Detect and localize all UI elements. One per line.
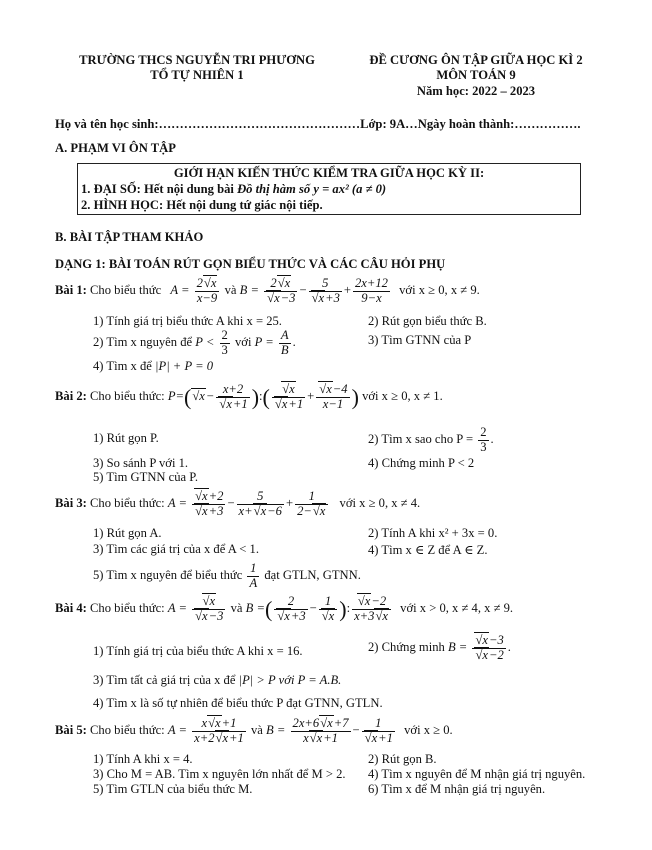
bai1-formula-a: $\frac{2√ x}{x-9}$ bbox=[195, 277, 220, 306]
bai3-q5: 5) Tìm x nguyên để biểu thức $\frac{1}{A}$ đạt GTLN, GTNN. bbox=[93, 561, 361, 590]
bai3-q1: 1) Rút gọn A. bbox=[93, 526, 162, 540]
bai1-q3-text: 2) Tìm x nguyên để bbox=[93, 335, 193, 350]
bai5-q4: 4) Tìm x nguyên để M nhận giá trị nguyên. bbox=[368, 767, 586, 781]
bai3-q4: 4) Tìm x ∈ Z để A ∈ Z. bbox=[368, 543, 488, 557]
bai1-label: Bài 1: bbox=[55, 283, 87, 298]
bai1-q5 bbox=[93, 359, 213, 374]
bai1-intro: Cho biểu thức bbox=[90, 283, 162, 298]
bai2-q2: 2) Tìm x sao cho P = $\frac{2}{3}$ . bbox=[368, 425, 494, 454]
bai3-q2: 2) Tính A khi x² + 3x = 0. bbox=[368, 526, 498, 540]
bai4-q3-text: 3) Tìm tất cả giá trị của x để bbox=[93, 673, 236, 687]
student-name-label: Họ và tên học sinh: bbox=[55, 117, 159, 131]
bai2-q5: 5) Tìm GTNN của P. bbox=[93, 470, 199, 484]
bai3-label: Bài 3: bbox=[55, 496, 87, 511]
bai2-label: Bài 2: bbox=[55, 389, 87, 404]
dang1-heading: DẠNG 1: BÀI TOÁN RÚT GỌN BIỂU THỨC VÀ CÁC CÂU HỎI PHỤ bbox=[55, 257, 446, 271]
bai5-intro: Cho biểu thức: bbox=[90, 723, 165, 738]
scope-box-algebra bbox=[81, 182, 386, 197]
algebra-topic: Đồ thị hàm số y = ax² (a ≠ 0) bbox=[237, 182, 387, 196]
bai1-q1: 1) Tính giá trị biểu thức A khi x = 25. bbox=[93, 314, 282, 328]
bai2-statement: Bài 2: Cho biểu thức: P=(√ x− x+2 √ x+1 ):( √ x √ x+1 + √ $\frac{x-4}{x-1}$ ) với x ≥ 0, x ≠ 1. bbox=[55, 383, 443, 412]
bai4-statement: Bài 4: Cho biểu thức: A = √ x √ x−3 và B =( 2 √ x+3 − 1 √ x ): √ $\frac{x-2}{x+3√ x}$ với x > 0, x ≠ 4, x ≠ 9. bbox=[55, 595, 513, 624]
scope-box-title: GIỚI HẠN KIẾN THỨC KIỂM TRA GIỮA HỌC KỲ II: bbox=[173, 166, 485, 180]
bai3-condition: với x ≥ 0, x ≠ 4. bbox=[339, 496, 421, 511]
bai4-and: và bbox=[230, 601, 243, 616]
group-name: TỔ TỰ NHIÊN 1 bbox=[150, 68, 244, 82]
bai2-q3: 3) So sánh P với 1. bbox=[93, 456, 189, 470]
bai2-q4: 4) Chứng minh P < 2 bbox=[368, 456, 475, 470]
bai1-q5-text: 4) Tìm x để bbox=[93, 359, 152, 373]
class-date-label: Lớp: 9A…Ngày hoàn thành: bbox=[360, 117, 515, 131]
student-info-line bbox=[55, 117, 580, 132]
date-blank: ……………. bbox=[514, 117, 581, 131]
bai4-q3 bbox=[93, 673, 341, 688]
section-b-heading: B. BÀI TẬP THAM KHẢO bbox=[55, 230, 204, 244]
bai4-q3-math: |P| > P với P = A.B. bbox=[238, 673, 342, 687]
bai1-statement: Bài 1: Cho biểu thức A = $\frac{2√ x}{x-9}$ và B = 2√ x √ x−3 − 5 √ x+3 + $\frac{2x+12}{9-x}$ với x ≥ 0, x ≠ 9. bbox=[55, 277, 480, 306]
subject-title: MÔN TOÁN 9 bbox=[436, 68, 516, 82]
school-name: TRƯỜNG THCS NGUYỄN TRI PHƯƠNG bbox=[79, 53, 315, 67]
bai1-q3: 2) Tìm x nguyên để P < $\frac{2}{3}$ với P = $\frac{A}{B}$ . bbox=[93, 328, 296, 357]
bai1-q5-math: |P| + P = 0 bbox=[155, 359, 214, 373]
bai3-intro: Cho biểu thức: bbox=[90, 496, 165, 511]
bai1-formula-b1: 2√ x √ x−3 bbox=[264, 277, 297, 306]
bai4-intro: Cho biểu thức: bbox=[90, 601, 165, 616]
bai2-intro: Cho biểu thức: bbox=[90, 389, 165, 404]
school-year: Năm học: 2022 – 2023 bbox=[416, 84, 536, 98]
scope-box-geometry: 2. HÌNH HỌC: Hết nội dung tứ giác nội tiếp. bbox=[81, 198, 323, 212]
bai5-q6: 6) Tìm x để M nhận giá trị nguyên. bbox=[368, 782, 546, 796]
document-title: ĐỀ CƯƠNG ÔN TẬP GIỮA HỌC KÌ 2 bbox=[369, 53, 583, 67]
student-name-blank: ………………………………………… bbox=[158, 117, 361, 131]
bai1-q3-with: với bbox=[234, 335, 252, 350]
bai4-q2: 2) Chứng minh B = √ x−3 √ x−2 . bbox=[368, 634, 511, 663]
bai5-q5: 5) Tìm GTLN của biểu thức M. bbox=[93, 782, 253, 796]
bai5-label: Bài 5: bbox=[55, 723, 87, 738]
bai5-statement: Bài 5: Cho biểu thức: A = $\frac{x√ x+1}{x+2√ x+1}$ và B = $\frac{2x+6√ x+7}{x√ x+1}$ − 1 √ x+1 với x ≥ 0. bbox=[55, 717, 453, 746]
bai1-q4: 3) Tìm GTNN của P bbox=[368, 333, 472, 347]
section-a-heading: A. PHẠM VI ÔN TẬP bbox=[55, 141, 176, 155]
bai5-condition: với x ≥ 0. bbox=[404, 723, 453, 738]
bai2-q2-text: 2) Tìm x sao cho P = bbox=[368, 432, 474, 447]
bai4-q1: 1) Tính giá trị của biểu thức A khi x = 16. bbox=[93, 644, 303, 658]
bai1-q2: 2) Rút gọn biểu thức B. bbox=[368, 314, 487, 328]
bai3-q5-text: 5) Tìm x nguyên để biểu thức bbox=[93, 568, 243, 583]
bai2-q1: 1) Rút gọn P. bbox=[93, 431, 159, 445]
bai4-label: Bài 4: bbox=[55, 601, 87, 616]
bai2-condition: với x ≥ 0, x ≠ 1. bbox=[362, 389, 443, 404]
bai1-condition: với x ≥ 0, x ≠ 9. bbox=[399, 283, 480, 298]
bai3-statement: Bài 3: Cho biểu thức: A = √ x+2 √ x+3 − $\frac{5}{x+√ x-6}$ + $\frac{1}{2-√ x}$ với x ≥ 0, x ≠ 4. bbox=[55, 490, 420, 519]
bai3-q5-tail: đạt GTLN, GTNN. bbox=[264, 568, 361, 583]
bai3-q3: 3) Tìm các giá trị của x để A < 1. bbox=[93, 542, 259, 556]
bai5-and: và bbox=[250, 723, 263, 738]
bai4-condition: với x > 0, x ≠ 4, x ≠ 9. bbox=[400, 601, 514, 616]
algebra-label: 1. ĐẠI SỐ: Hết nội dung bài bbox=[81, 182, 238, 196]
bai5-q3: 3) Cho M = AB. Tìm x nguyên lớn nhất để M > 2. bbox=[93, 767, 346, 781]
bai1-and: và bbox=[224, 283, 237, 298]
bai5-q1: 1) Tính A khi x = 4. bbox=[93, 752, 193, 766]
bai4-q2-text: 2) Chứng minh bbox=[368, 640, 445, 655]
bai5-q2: 2) Rút gọn B. bbox=[368, 752, 437, 766]
bai4-q4: 4) Tìm x là số tự nhiên để biểu thức P đạt GTNN, GTLN. bbox=[93, 696, 383, 710]
